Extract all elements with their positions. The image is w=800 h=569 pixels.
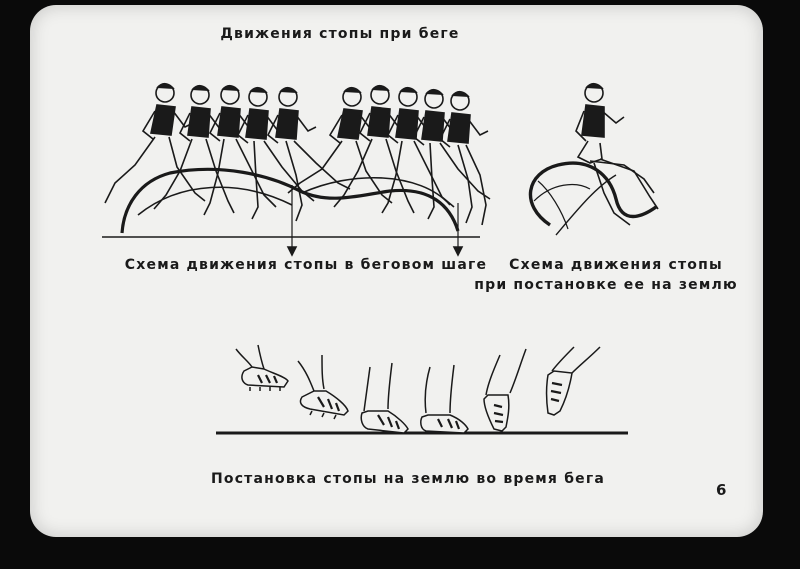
- caption-landing-scheme-line1: Схема движения стопы: [509, 257, 723, 273]
- page-number: 6: [716, 481, 728, 499]
- caption-foot-placement: Постановка стопы на землю во время бега: [210, 471, 606, 487]
- caption-landing-scheme-line2: при постановке ее на землю: [474, 277, 738, 293]
- foot-3: [361, 363, 408, 433]
- caption-stride-scheme: Схема движения стопы в беговом шаге: [124, 257, 488, 273]
- slide: [30, 5, 763, 537]
- foot-2: [298, 355, 348, 419]
- foot-4: [421, 365, 468, 433]
- foot-6: [547, 347, 601, 415]
- foot-1: [236, 345, 288, 391]
- foot-placement-sequence-illustration: [30, 5, 763, 537]
- foot-5: [484, 349, 526, 431]
- slide-title: Движения стопы при беге: [220, 26, 460, 42]
